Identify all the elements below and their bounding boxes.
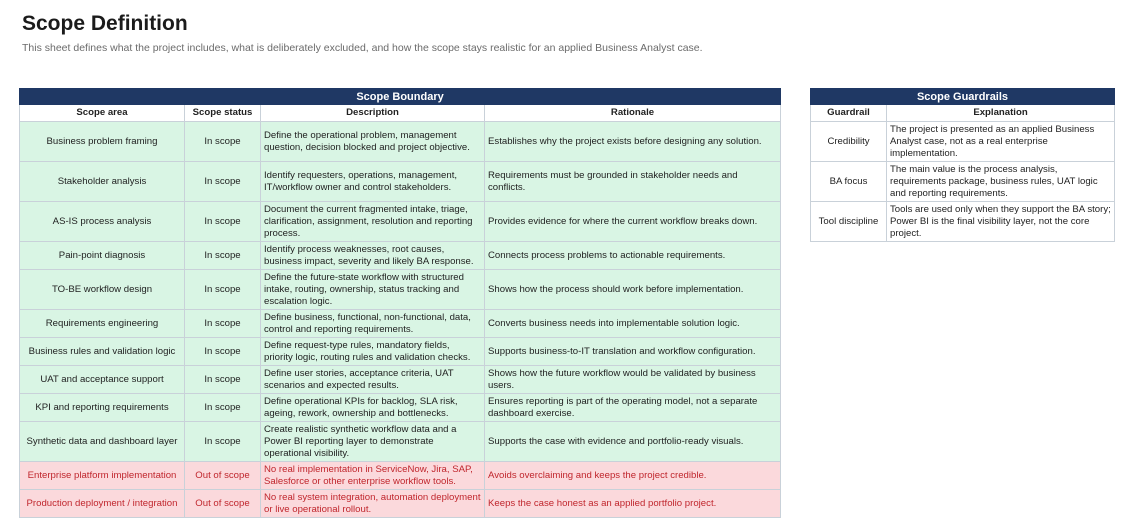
- cell-rationale[interactable]: Keeps the case honest as an applied portfolio project.: [485, 490, 781, 518]
- cell-description[interactable]: Identify process weaknesses, root causes, business impact, severity and likely BA response.: [261, 242, 485, 270]
- cell-scope-area[interactable]: Enterprise platform implementation: [20, 462, 185, 490]
- cell-scope-area[interactable]: Business rules and validation logic: [20, 338, 185, 366]
- scope-boundary-table: [19, 88, 781, 518]
- table-row: [811, 122, 1115, 162]
- cell-scope-area[interactable]: AS-IS process analysis: [20, 202, 185, 242]
- table-row: [20, 270, 781, 310]
- cell-guardrail[interactable]: Credibility: [811, 122, 887, 162]
- cell-guardrail[interactable]: BA focus: [811, 162, 887, 202]
- cell-scope-area[interactable]: KPI and reporting requirements: [20, 394, 185, 422]
- cell-rationale[interactable]: Requirements must be grounded in stakeholder needs and conflicts.: [485, 162, 781, 202]
- cell-scope-status[interactable]: In scope: [185, 338, 261, 366]
- cell-explanation[interactable]: The main value is the process analysis, requirements package, business rules, UAT logic and reporting requirements.: [887, 162, 1115, 202]
- scope-guardrails-table: [810, 88, 1115, 242]
- cell-rationale[interactable]: Supports the case with evidence and portfolio-ready visuals.: [485, 422, 781, 462]
- table-row: [20, 366, 781, 394]
- cell-scope-area[interactable]: Requirements engineering: [20, 310, 185, 338]
- cell-explanation[interactable]: The project is presented as an applied Business Analyst case, not as a real enterprise implementation.: [887, 122, 1115, 162]
- table-row: [20, 310, 781, 338]
- cell-rationale[interactable]: Ensures reporting is part of the operating model, not a separate dashboard exercise.: [485, 394, 781, 422]
- cell-description[interactable]: Define the future-state workflow with structured intake, routing, ownership, status tracking and escalation logic.: [261, 270, 485, 310]
- cell-description[interactable]: Define business, functional, non-functional, data, control and reporting requirements.: [261, 310, 485, 338]
- cell-description[interactable]: Document the current fragmented intake, triage, clarification, assignment, resolution and reporting process.: [261, 202, 485, 242]
- cell-rationale[interactable]: Establishes why the project exists before designing any solution.: [485, 122, 781, 162]
- column-header-scope-status: Scope status: [185, 105, 261, 122]
- table-row: [20, 202, 781, 242]
- table-row: [20, 422, 781, 462]
- table-row: [811, 202, 1115, 242]
- table-row: [20, 162, 781, 202]
- cell-explanation[interactable]: Tools are used only when they support the BA story; Power BI is the final visibility layer, not the core project.: [887, 202, 1115, 242]
- column-header-rationale: Rationale: [485, 105, 781, 122]
- table-row: [20, 394, 781, 422]
- cell-description[interactable]: No real system integration, automation deployment or live operational rollout.: [261, 490, 485, 518]
- cell-scope-status[interactable]: In scope: [185, 366, 261, 394]
- cell-description[interactable]: Define operational KPIs for backlog, SLA risk, ageing, rework, ownership and bottlenecks.: [261, 394, 485, 422]
- cell-scope-status[interactable]: Out of scope: [185, 462, 261, 490]
- cell-scope-status[interactable]: In scope: [185, 270, 261, 310]
- cell-guardrail[interactable]: Tool discipline: [811, 202, 887, 242]
- cell-scope-status[interactable]: In scope: [185, 122, 261, 162]
- cell-description[interactable]: Define user stories, acceptance criteria, UAT scenarios and expected results.: [261, 366, 485, 394]
- scope-guardrails-title: Scope Guardrails: [811, 89, 1115, 105]
- cell-description[interactable]: Create realistic synthetic workflow data and a Power BI reporting layer to demonstrate operational visibility.: [261, 422, 485, 462]
- column-header-guardrail: Guardrail: [811, 105, 887, 122]
- page-title: Scope Definition: [22, 12, 188, 35]
- cell-rationale[interactable]: Supports business-to-IT translation and workflow configuration.: [485, 338, 781, 366]
- table-row: [20, 490, 781, 518]
- column-header-description: Description: [261, 105, 485, 122]
- cell-scope-status[interactable]: In scope: [185, 394, 261, 422]
- cell-scope-area[interactable]: Stakeholder analysis: [20, 162, 185, 202]
- table-row: [20, 242, 781, 270]
- scope-boundary-title: Scope Boundary: [20, 89, 781, 105]
- cell-scope-status[interactable]: In scope: [185, 242, 261, 270]
- cell-rationale[interactable]: Provides evidence for where the current workflow breaks down.: [485, 202, 781, 242]
- cell-scope-status[interactable]: In scope: [185, 310, 261, 338]
- cell-rationale[interactable]: Shows how the process should work before implementation.: [485, 270, 781, 310]
- cell-rationale[interactable]: Avoids overclaiming and keeps the project credible.: [485, 462, 781, 490]
- cell-rationale[interactable]: Shows how the future workflow would be validated by business users.: [485, 366, 781, 394]
- cell-rationale[interactable]: Converts business needs into implementable solution logic.: [485, 310, 781, 338]
- cell-scope-area[interactable]: UAT and acceptance support: [20, 366, 185, 394]
- cell-scope-area[interactable]: Pain-point diagnosis: [20, 242, 185, 270]
- cell-scope-area[interactable]: Synthetic data and dashboard layer: [20, 422, 185, 462]
- page-subtitle: This sheet defines what the project includes, what is deliberately excluded, and how the scope stays realistic for an applied Business Analyst case.: [22, 42, 703, 54]
- table-row: [20, 338, 781, 366]
- column-header-scope-area: Scope area: [20, 105, 185, 122]
- cell-scope-area[interactable]: TO-BE workflow design: [20, 270, 185, 310]
- cell-scope-status[interactable]: In scope: [185, 202, 261, 242]
- table-row: [811, 162, 1115, 202]
- cell-scope-area[interactable]: Production deployment / integration: [20, 490, 185, 518]
- cell-description[interactable]: Define the operational problem, management question, decision blocked and project objective.: [261, 122, 485, 162]
- table-row: [20, 122, 781, 162]
- cell-scope-area[interactable]: Business problem framing: [20, 122, 185, 162]
- cell-scope-status[interactable]: Out of scope: [185, 490, 261, 518]
- column-header-explanation: Explanation: [887, 105, 1115, 122]
- table-row: [20, 462, 781, 490]
- cell-description[interactable]: Define request-type rules, mandatory fields, priority logic, routing rules and validation checks.: [261, 338, 485, 366]
- cell-description[interactable]: Identify requesters, operations, management, IT/workflow owner and control stakeholders.: [261, 162, 485, 202]
- cell-rationale[interactable]: Connects process problems to actionable requirements.: [485, 242, 781, 270]
- cell-scope-status[interactable]: In scope: [185, 162, 261, 202]
- cell-description[interactable]: No real implementation in ServiceNow, Jira, SAP, Salesforce or other enterprise workflow tools.: [261, 462, 485, 490]
- cell-scope-status[interactable]: In scope: [185, 422, 261, 462]
